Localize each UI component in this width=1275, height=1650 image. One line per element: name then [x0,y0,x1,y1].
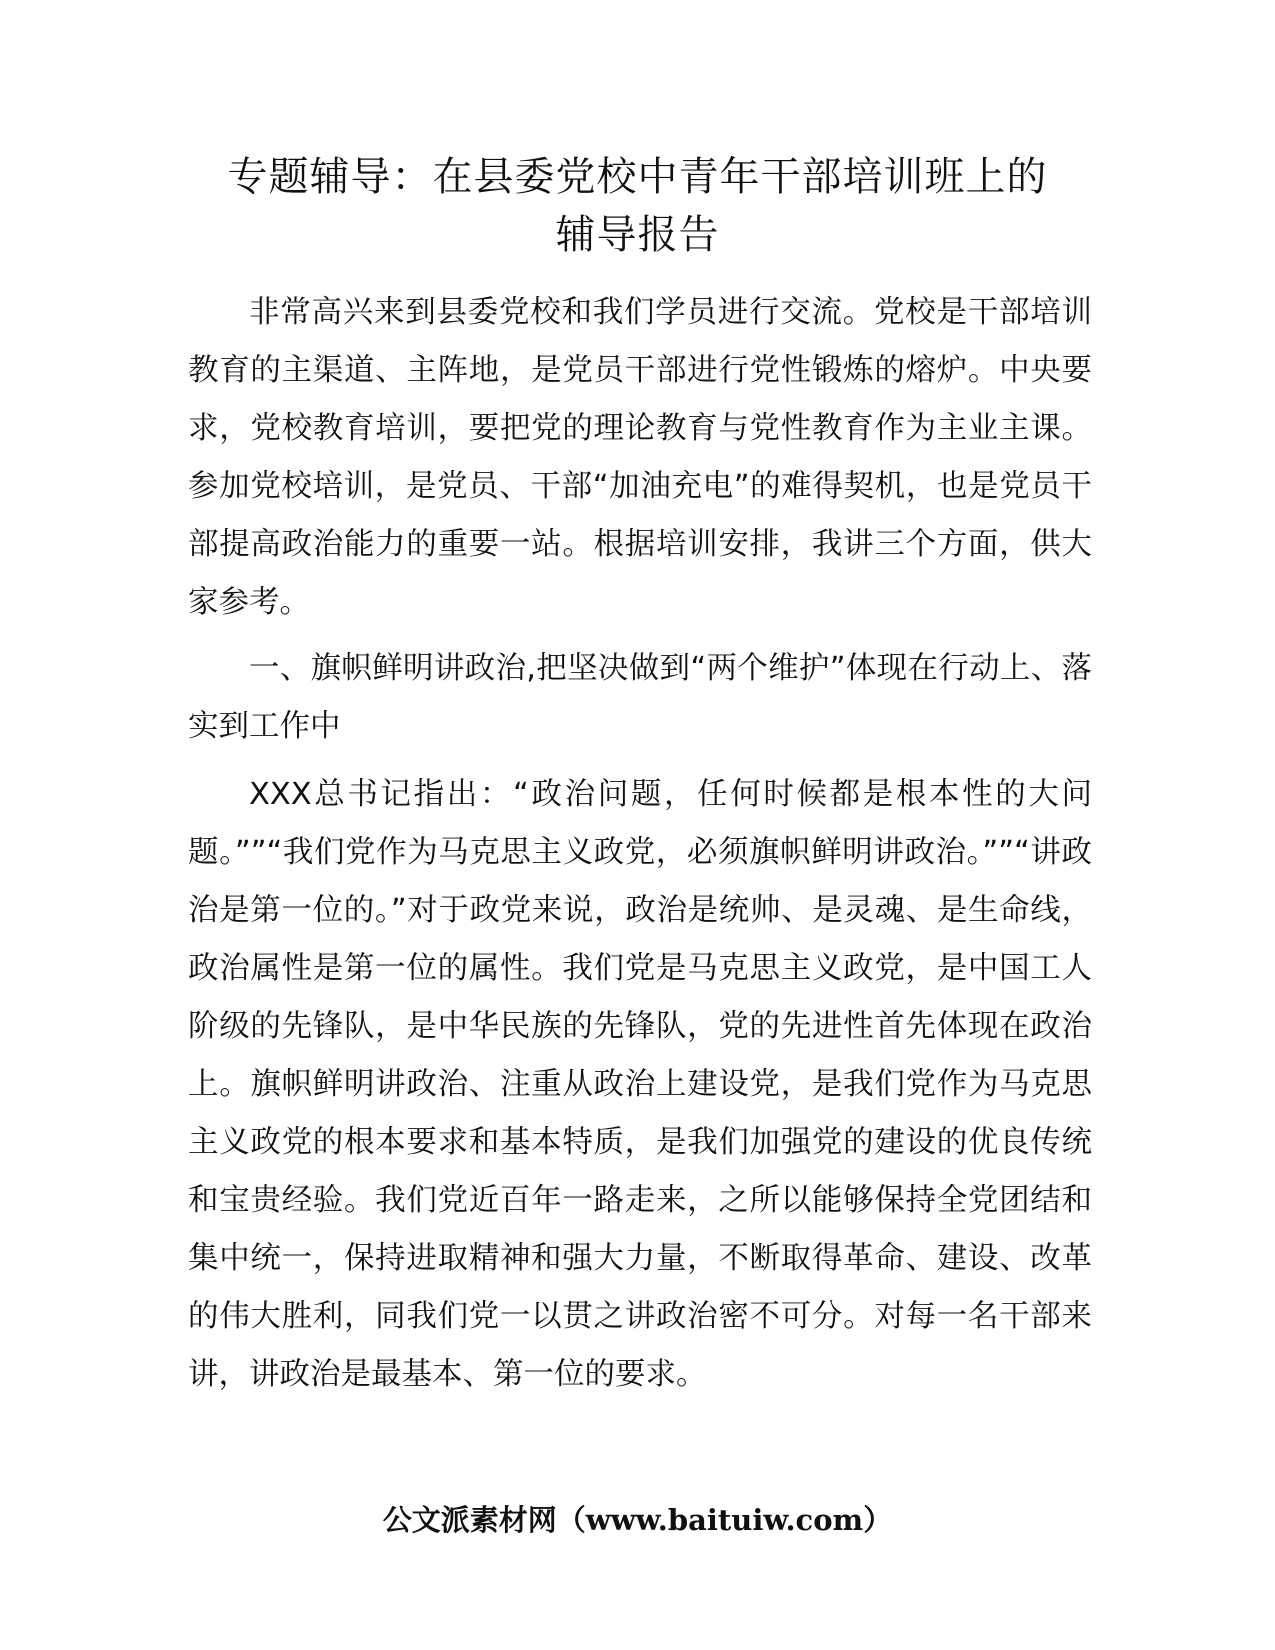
body-paragraph: XXX总书记指出：“政治问题，任何时候都是根本性的大问题。””“我们党作为马克思主义政党，必须旗帜鲜明讲政治。””“讲政治是第一位的。”对于政党来说，政治是统帅、是灵魂、是生命线，政治属性是第一位的属性。我们党是马克思主义政党，是中国工人阶级的先锋队，是中华民族的先锋队，党的先进性首先体现在政治上。旗帜鲜明讲政治、注重从政治上建设党，是我们党作为马克思主义政党的根本要求和基本特质，是我们加强党的建设的优良传统和宝贵经验。我们党近百年一路走来，之所以能够保持全党团结和集中统一，保持进取精神和强大力量，不断取得革命、建设、改革的伟大胜利，同我们党一以贯之讲政治密不可分。对每一名干部来讲，讲政治是最基本、第一位的要求。 [188,777,1092,1392]
title-line-2: 辅导报告 [555,212,720,258]
title-line-1: 专题辅导：在县委党校中青年干部培训班上的 [227,154,1048,200]
section-heading-1: 一、旗帜鲜明讲政治,把坚决做到“两个维护”体现在行动上、落实到工作中 [188,651,1092,744]
intro-paragraph: 非常高兴来到县委党校和我们学员进行交流。党校是干部培训教育的主渠道、主阵地，是党员干部进行党性锻炼的熔炉。中央要求，党校教育培训，要把党的理论教育与党性教育作为主业主课。参加党校培训，是党员、干部“加油充电”的难得契机，也是党员干部提高政治能力的重要一站。根据培训安排，我讲三个方面，供大家参考。 [188,295,1092,620]
document-title [150,148,1125,264]
document-body [188,284,1092,1412]
footer-watermark: 公文派素材网（www.baituiw.com） [382,1503,893,1537]
